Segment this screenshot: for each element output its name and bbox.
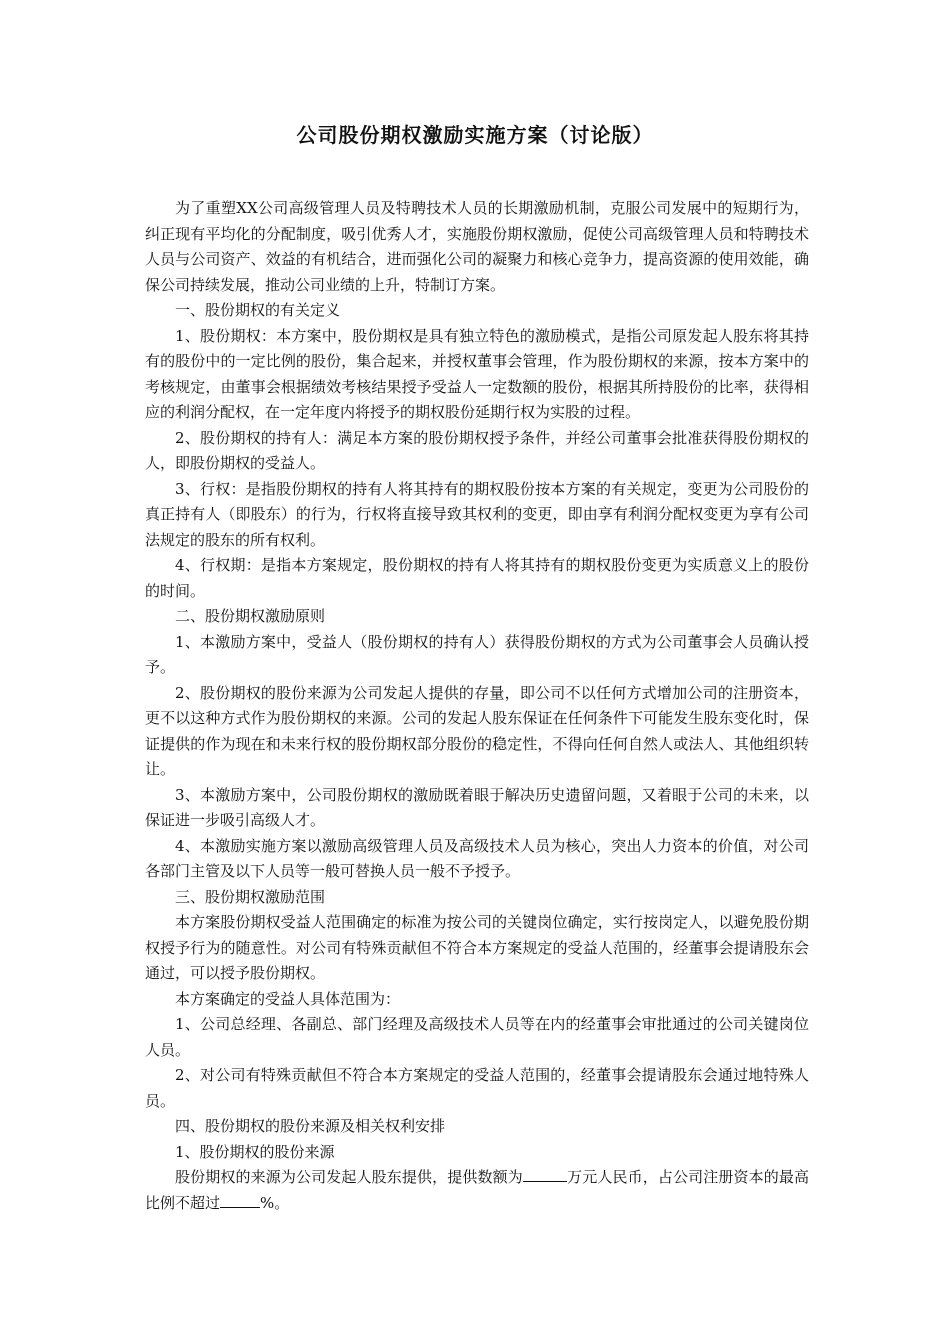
section-heading-2: 二、股份期权激励原则 [175, 607, 326, 625]
section-heading-1: 一、股份期权的有关定义 [175, 301, 341, 319]
section-heading-4: 四、股份期权的股份来源及相关权利安排 [175, 1117, 446, 1135]
document-title: 公司股份期权激励实施方案（讨论版） [296, 123, 654, 147]
text-segment: %。 [260, 1193, 290, 1212]
paragraph: 本方案确定的受益人具体范围为： [175, 989, 401, 1008]
paragraph: 3、行权：是指股份期权的持有人将其持有的期权股份按本方案的有关规定，变更为公司股份的真正持有人（即股东）的行为，行权将直接导致其权利的变更，即由享有利润分配权变更为享有公司法规定的股东的所有权利。 [145, 479, 809, 549]
text-segment: 股份期权的来源为公司发起人股东提供，提供数额为 [175, 1168, 523, 1186]
text-segment: 万元人民币，占公司注册资本的最高比例不超过 [145, 1168, 809, 1212]
paragraph-with-blanks [145, 1165, 809, 1216]
amount-blank [523, 1166, 567, 1182]
paragraph: 3、本激励方案中，公司股份期权的激励既着眼于解决历史遗留问题，又着眼于公司的未来，以保证进一步吸引高级人才。 [145, 785, 809, 829]
paragraph: 1、股份期权：本方案中，股份期权是具有独立特色的激励模式，是指公司原发起人股东将其持有的股份中的一定比例的股份，集合起来，并授权董事会管理，作为股份期权的来源，按本方案中的考核规定，由董事会根据绩效考核结果授予受益人一定数额的股份，根据其所持股份的比率，获得相应的利润分配权，在一定年度内将授予的期权股份延期行权为实股的过程。 [145, 326, 809, 421]
paragraph: 4、行权期：是指本方案规定，股份期权的持有人将其持有的期权股份变更为实质意义上的股份的时间。 [145, 556, 809, 600]
subsection-heading: 1、股份期权的股份来源 [175, 1142, 335, 1161]
percent-blank [220, 1192, 260, 1208]
paragraph: 2、股份期权的持有人：满足本方案的股份期权授予条件，并经公司董事会批准获得股份期权的人，即股份期权的受益人。 [145, 428, 809, 472]
paragraph: 4、本激励实施方案以激励高级管理人员及高级技术人员为核心，突出人力资本的价值，对公司各部门主管及以下人员等一般可替换人员一般不予授予。 [145, 836, 809, 880]
paragraph: 2、股份期权的股份来源为公司发起人提供的存量，即公司不以任何方式增加公司的注册资本，更不以这种方式作为股份期权的来源。公司的发起人股东保证在任何条件下可能发生股东变化时，保证提供的作为现在和未来行权的股份期权部分股份的稳定性，不得向任何自然人或法人、其他组织转让。 [145, 683, 809, 778]
document-body [145, 196, 809, 1216]
paragraph: 1、本激励方案中，受益人（股份期权的持有人）获得股份期权的方式为公司董事会人员确认授予。 [145, 632, 809, 676]
paragraph: 1、公司总经理、各副总、部门经理及高级技术人员等在内的经董事会审批通过的公司关键岗位人员。 [145, 1015, 809, 1059]
section-heading-3: 三、股份期权激励范围 [175, 887, 326, 906]
intro-paragraph: 为了重塑XX公司高级管理人员及特聘技术人员的长期激励机制，克服公司发展中的短期行为，纠正现有平均化的分配制度，吸引优秀人才，实施股份期权激励，促使公司高级管理人员和特聘技术人员与公司资产、效益的有机结合，进而强化公司的凝聚力和核心竞争力，提高资源的使用效能，确保公司持续发展，推动公司业绩的上升，特制订方案。 [145, 199, 809, 294]
paragraph: 本方案股份期权受益人范围确定的标准为按公司的关键岗位确定，实行按岗定人，以避免股份期权授予行为的随意性。对公司有特殊贡献但不符合本方案规定的受益人范围的，经董事会提请股东会通过，可以授予股份期权。 [145, 913, 809, 982]
paragraph: 2、对公司有特殊贡献但不符合本方案规定的受益人范围的，经董事会提请股东会通过地特殊人员。 [145, 1066, 809, 1110]
